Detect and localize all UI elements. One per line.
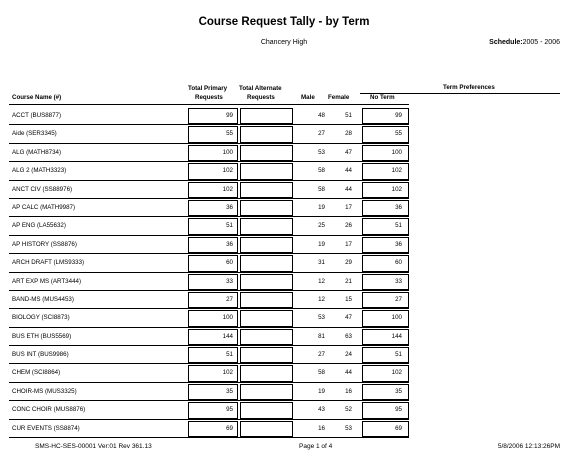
table-row [9,401,409,419]
primary-value: 35 [226,387,233,395]
primary-value: 51 [226,351,233,359]
no-term-value: 100 [391,148,402,156]
female-value: 24 [345,351,352,359]
male-value: 48 [318,112,325,119]
no-term-value: 51 [395,351,402,359]
primary-value: 102 [222,185,233,193]
course-name-cell: ARCH DRAFT (LMS9333) [12,259,85,267]
alternate-cell-box [240,237,293,253]
table-row [9,420,409,438]
primary-value: 95 [226,406,233,414]
no-term-value: 36 [395,240,402,248]
alternate-cell-box [240,365,293,381]
table-row [9,273,409,291]
alternate-cell-box [240,329,293,345]
male-value: 58 [318,185,325,193]
alternate-cell-box [240,402,293,418]
course-name-cell: CHEM (SCI8864) [12,369,61,377]
no-term-value: 99 [395,112,402,119]
no-term-value: 35 [395,387,402,395]
primary-value: 102 [222,369,233,377]
course-name-cell: AP HISTORY (SS8876) [12,240,77,248]
no-term-value: 51 [395,222,402,230]
female-value: 63 [345,332,352,340]
male-value: 25 [318,222,325,230]
alternate-header-line1: Total Alternate [239,85,282,92]
course-name-cell: ANCT CIV (SS88976) [12,185,73,193]
table-row [9,291,409,309]
female-value: 51 [345,112,352,119]
alternate-requests-header [239,84,282,102]
female-value: 47 [345,148,352,156]
alternate-cell-box [240,292,293,308]
schedule-value: 2005 - 2006 [522,39,560,46]
no-term-value: 102 [391,167,402,175]
no-term-value: 55 [395,130,402,138]
male-value: 53 [318,148,325,156]
table-row [9,217,409,235]
male-value: 16 [318,424,325,432]
primary-value: 51 [226,222,233,230]
male-value: 43 [318,406,325,414]
course-name-cell: CUR EVENTS (SS8874) [12,424,80,432]
course-name-cell: BIOLOGY (SCI8873) [12,314,70,322]
female-value: 21 [345,277,352,285]
alternate-cell-box [240,255,293,271]
female-value: 44 [345,167,352,175]
female-value: 53 [345,424,352,432]
course-name-cell: BAND-MS (MUS4453) [12,295,74,303]
male-value: 53 [318,314,325,322]
primary-value: 36 [226,203,233,211]
table-row [9,383,409,401]
primary-value: 36 [226,240,233,248]
course-name-cell: Aide (SER3345) [12,130,57,138]
course-name-cell: BUS ETH (BUS5569) [12,332,72,340]
table-row [9,364,409,382]
male-value: 27 [318,351,325,359]
table-row [9,309,409,327]
primary-value: 100 [222,148,233,156]
male-value: 58 [318,369,325,377]
table-row [9,162,409,180]
course-name-cell: ART EXP MS (ART3444) [12,277,82,285]
alternate-cell-box [240,384,293,400]
female-value: 16 [345,387,352,395]
no-term-value: 33 [395,277,402,285]
primary-value: 33 [226,277,233,285]
primary-value: 60 [226,259,233,267]
alternate-cell-box [240,347,293,363]
female-value: 44 [345,369,352,377]
no-term-value: 95 [395,406,402,414]
primary-value: 27 [226,295,233,303]
no-term-header: No Term [370,94,395,101]
female-value: 26 [345,222,352,230]
course-table [9,107,409,438]
alternate-cell-box [240,274,293,290]
primary-requests-header [188,84,227,102]
no-term-value: 69 [395,424,402,432]
course-name-cell: ACCT (BUS8877) [12,112,62,119]
no-term-value: 144 [391,332,402,340]
female-value: 29 [345,259,352,267]
schedule-info [489,39,560,46]
male-value: 58 [318,167,325,175]
alternate-cell-box [240,421,293,437]
alternate-cell-box [240,163,293,179]
male-value: 12 [318,277,325,285]
alternate-cell-box [240,310,293,326]
table-row [9,254,409,272]
female-value: 44 [345,185,352,193]
no-term-value: 27 [395,295,402,303]
alternate-cell-box [240,182,293,198]
table-row [9,181,409,199]
primary-value: 55 [226,130,233,138]
table-row [9,346,409,364]
female-header: Female [328,94,350,101]
header-rule [9,104,409,105]
table-row [9,125,409,143]
female-value: 17 [345,240,352,248]
primary-header-line1: Total Primary [188,85,228,92]
no-term-value: 36 [395,203,402,211]
male-value: 19 [318,203,325,211]
course-name-cell: BUS INT (BUS9986) [12,351,69,359]
alternate-cell-box [240,200,293,216]
primary-value: 144 [222,332,233,340]
no-term-value: 102 [391,185,402,193]
alternate-header-line2: Requests [247,94,275,101]
no-term-value: 100 [391,314,402,322]
male-value: 19 [318,240,325,248]
alternate-cell-box [240,126,293,142]
female-value: 28 [345,130,352,138]
female-value: 47 [345,314,352,322]
primary-value: 102 [222,167,233,175]
footer-page-number: Page 1 of 4 [299,443,333,450]
male-value: 27 [318,130,325,138]
table-row [9,107,409,125]
school-name: Chancery High [260,39,308,46]
male-value: 12 [318,295,325,303]
male-value: 19 [318,387,325,395]
female-value: 17 [345,203,352,211]
schedule-label: Schedule: [489,39,523,46]
report-title: Course Request Tally - by Term [198,16,370,28]
primary-value: 100 [222,314,233,322]
row-divider [9,437,409,438]
alternate-cell-box [240,108,293,124]
male-value: 81 [318,332,325,340]
female-value: 15 [345,295,352,303]
footer-timestamp: 5/8/2006 12:13:26PM [497,443,560,450]
course-name-cell: ALG (MATH8734) [12,148,62,156]
course-name-cell: AP CALC (MATH9987) [12,203,76,211]
footer-report-id: SMS-HC-SES-00001 Ver:01 Rev 361.13 [35,443,152,450]
course-name-cell: AP ENG (LA55632) [12,222,66,230]
table-row [9,144,409,162]
course-name-header: Course Name (#) [12,94,62,101]
male-value: 31 [318,259,325,267]
primary-value: 99 [226,112,233,119]
primary-value: 69 [226,424,233,432]
table-row [9,236,409,254]
table-row [9,199,409,217]
female-value: 52 [345,406,352,414]
no-term-value: 102 [391,369,402,377]
course-name-cell: ALG 2 (MATH3323) [12,167,67,175]
term-preferences-header: Term Preferences [443,84,495,91]
course-name-cell: CHOIR-MS (MUS3325) [12,387,77,395]
alternate-cell-box [240,218,293,234]
course-name-cell: CONC CHOIR (MUS8876) [12,406,86,414]
primary-header-line2: Requests [195,94,223,101]
table-row [9,328,409,346]
no-term-value: 60 [395,259,402,267]
male-header: Male [301,94,315,101]
alternate-cell-box [240,145,293,161]
